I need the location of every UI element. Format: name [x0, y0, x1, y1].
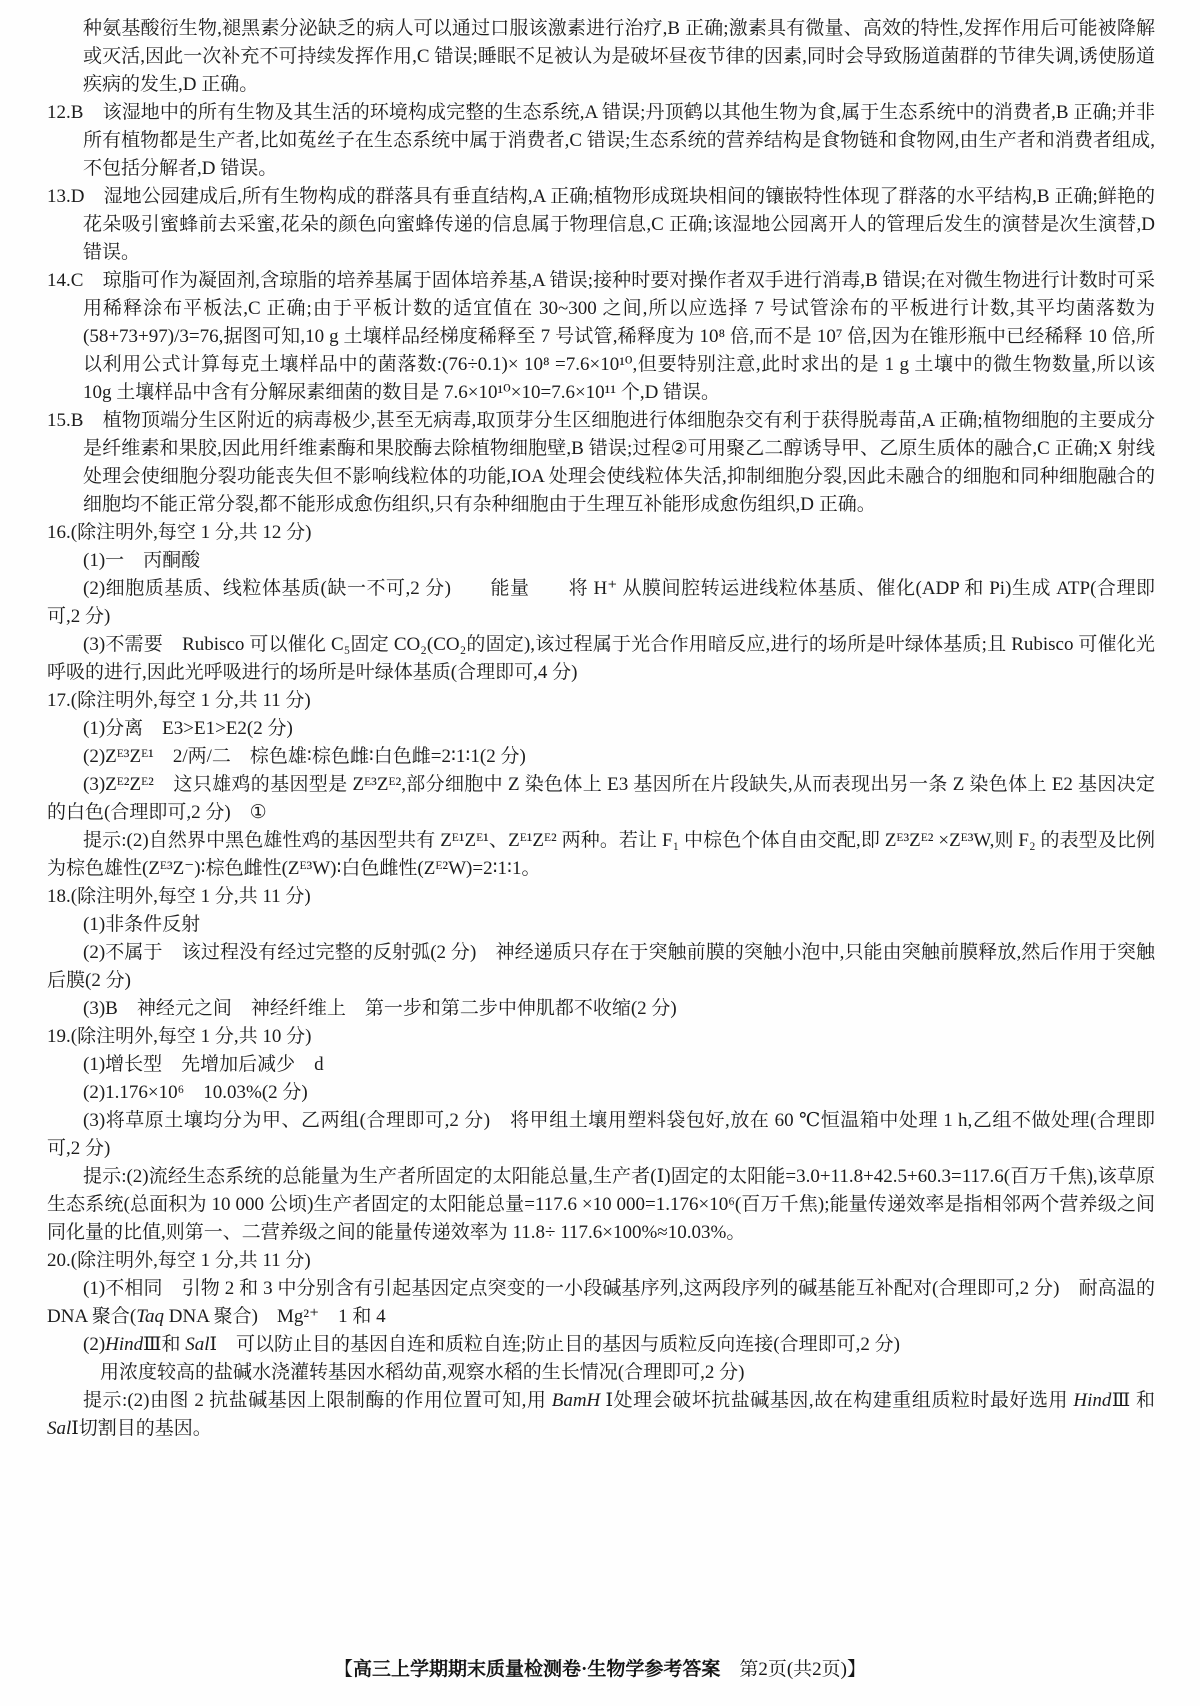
text-run: 琼脂可作为凝固剂,含琼脂的培养基属于固体培养基,A 错误;接种时要对操作者双手进行消毒,B 错误;在对微生物进行计数时可采用稀释涂布平板法,C 正确;由于平板计数的适宜值在 30~300 之间,所以应选择 7 号试管涂布的平板进行计数,其平均菌落数为(58+73+97)/3=76,据图可知,10 g 土壤样品经梯度稀释至 7 号试管,稀释度为 10⁸ 倍,而不是 10⁷ 倍,因为在锥形瓶中已经稀释 10 倍,所以利用公式计算每克土壤样品中的菌落数:(76÷0.1)× 10⁸ =7.6×10¹⁰,但要特别注意,此时求出的是 1 g 土壤中的微生物数量,所以该 10g 土壤样品中含有分解尿素细菌的数目是 7.6×10¹⁰×10=7.6×10¹¹ 个,D 错误。 — [83, 270, 1155, 403]
text-run: (2)细胞质基质、线粒体基质(缺一不可,2 分) 能量 将 H⁺ 从膜间腔转运进线粒体基质、催化(ADP 和 Pi)生成 ATP(合理即可,2 分) — [47, 578, 1155, 627]
text-run: 提示:(2)由图 2 抗盐碱基因上限制酶的作用位置可知,用 — [83, 1390, 552, 1411]
paragraph — [47, 1387, 1155, 1443]
paragraph — [47, 715, 1155, 743]
paragraph — [83, 15, 1155, 99]
text-run: (1)一 丙酮酸 — [83, 550, 201, 571]
paragraph — [47, 1163, 1155, 1247]
answer-number: 16. — [47, 522, 71, 543]
text-run: 植物顶端分生区附近的病毒极少,甚至无病毒,取顶芽分生区细胞进行体细胞杂交有利于获得脱毒苗,A 正确;植物细胞的主要成分是纤维素和果胶,因此用纤维素酶和果胶酶去除植物细胞壁,B 错误;过程②可用聚乙二醇诱导甲、乙原生质体的融合,C 正确;X 射线处理会使细胞分裂功能丧失但不影响线粒体的功能,IOA 处理会使线粒体失活,抑制细胞分裂,因此未融合的细胞和同种细胞融合的细胞均不能正常分裂,都不能形成愈伤组织,只有杂种细胞由于生理互补能形成愈伤组织,D 正确。 — [83, 410, 1155, 515]
paragraph — [47, 827, 1155, 883]
text-run: (2)不属于 该过程没有经过完整的反射弧(2 分) 神经递质只存在于突触前膜的突触小泡中,只能由突触前膜释放,然后作用于突触后膜(2 分) — [47, 942, 1155, 991]
answer-paragraph — [47, 183, 1155, 267]
text-run: Ⅲ 和 — [1111, 1390, 1156, 1411]
text-run: (除注明外,每空 1 分,共 11 分) — [70, 690, 311, 711]
answer-paragraph — [47, 267, 1155, 407]
text-run: 种氨基酸衍生物,褪黑素分泌缺乏的病人可以通过口服该激素进行治疗,B 正确;激素具有微量、高效的特性,发挥作用后可能被降解或灭活,因此一次补充不可持续发挥作用,C 错误;睡眠不足被认为是破坏昼夜节律的因素,同时会导致肠道菌群的节律失调,诱使肠道疾病的发生,D 正确。 — [83, 18, 1155, 95]
text-run: (3)将草原土壤均分为甲、乙两组(合理即可,2 分) 将甲组土壤用塑料袋包好,放在 60 ℃恒温箱中处理 1 h,乙组不做处理(合理即可,2 分) — [47, 1110, 1155, 1159]
answer-paragraph — [47, 1247, 1155, 1275]
italic-text-run: Hind — [1073, 1390, 1112, 1411]
text-run: 湿地公园建成后,所有生物构成的群落具有垂直结构,A 正确;植物形成斑块相间的镶嵌特性体现了群落的水平结构,B 正确;鲜艳的花朵吸引蜜蜂前去采蜜,花朵的颜色向蜜蜂传递的信息属于物理信息,C 正确;该湿地公园离开人的管理后发生的演替是次生演替,D 错误。 — [83, 186, 1155, 263]
paragraph — [47, 911, 1155, 939]
text-run: (2)Zᴱ³Zᴱ¹ 2/两/二 棕色雄∶棕色雌∶白色雌=2∶1∶1(2 分) — [83, 746, 526, 767]
paragraph — [47, 743, 1155, 771]
answer-number: 14.C — [47, 270, 84, 291]
answer-number: 17. — [47, 690, 71, 711]
answer-number: 13.D — [47, 186, 85, 207]
answer-number: 18. — [47, 886, 71, 907]
footer-text-run: 【 — [333, 1659, 353, 1680]
paragraph — [47, 631, 1155, 687]
text-run: (1)分离 E3>E1>E2(2 分) — [83, 718, 293, 739]
text-run: DNA 聚合) Mg²⁺ 1 和 4 — [164, 1306, 386, 1327]
text-run: (2) — [83, 1334, 106, 1355]
answer-number: 19. — [47, 1026, 71, 1047]
paragraph — [47, 1331, 1155, 1359]
text-run: Ⅰ切割目的基因。 — [71, 1418, 212, 1439]
answer-paragraph — [47, 687, 1155, 715]
text-run: (3)B 神经元之间 神经纤维上 第一步和第二步中伸肌都不收缩(2 分) — [83, 998, 677, 1019]
text-run: 用浓度较高的盐碱水浇灌转基因水稻幼苗,观察水稻的生长情况(合理即可,2 分) — [100, 1362, 745, 1383]
paragraph — [47, 939, 1155, 995]
paragraph — [47, 1051, 1155, 1079]
text-run: Ⅲ和 — [143, 1334, 186, 1355]
text-run: 提示:(2)自然界中黑色雄性鸡的基因型共有 Zᴱ¹Zᴱ¹、Zᴱ¹Zᴱ² 两种。若让 F₁ 中棕色个体自由交配,即 Zᴱ³Zᴱ² ×Zᴱ³W,则 F₂ 的表型及比例为棕色雄性(Zᴱ³Z⁻)∶棕色雌性(Zᴱ³W)∶白色雌性(Zᴱ²W)=2∶1∶1。 — [47, 830, 1155, 879]
italic-text-run: Taq — [136, 1306, 165, 1327]
answer-number: 15.B — [47, 410, 84, 431]
paragraph — [47, 1107, 1155, 1163]
text-run: (除注明外,每空 1 分,共 10 分) — [70, 1026, 312, 1047]
italic-text-run: Sal — [185, 1334, 210, 1355]
text-run: (3)Zᴱ²Zᴱ² 这只雄鸡的基因型是 Zᴱ³Zᴱ²,部分细胞中 Z 染色体上 E3 基因所在片段缺失,从而表现出另一条 Z 染色体上 E2 基因决定的白色(合理即可,2 分) ① — [47, 774, 1155, 823]
answer-paragraph — [47, 1023, 1155, 1051]
footer-text-run: 高三上学期期末质量检测卷·生物学参考答案 — [353, 1659, 721, 1680]
text-run: (1)不相同 引物 2 和 3 中分别含有引起基因定点突变的一小段碱基序列,这两段序列的碱基能互补配对(合理即可,2 分) 耐高温的 DNA 聚合( — [47, 1278, 1155, 1327]
page-footer — [0, 1656, 1200, 1684]
page-footer-text — [0, 1656, 1200, 1684]
text-run: (1)增长型 先增加后减少 d — [83, 1054, 324, 1075]
paragraph — [47, 547, 1155, 575]
paragraph — [47, 1275, 1155, 1331]
answer-paragraph — [47, 407, 1155, 519]
paragraph — [47, 1079, 1155, 1107]
answer-paragraph — [47, 519, 1155, 547]
paragraph — [100, 1359, 1155, 1387]
text-run: (除注明外,每空 1 分,共 12 分) — [70, 522, 312, 543]
text-run: (除注明外,每空 1 分,共 11 分) — [70, 886, 311, 907]
text-run: (1)非条件反射 — [83, 914, 201, 935]
answer-number: 12.B — [47, 102, 84, 123]
text-run: Ⅰ处理会破坏抗盐碱基因,故在构建重组质粒时最好选用 — [600, 1390, 1074, 1411]
italic-text-run: BamH — [551, 1390, 601, 1411]
text-run: 该湿地中的所有生物及其生活的环境构成完整的生态系统,A 错误;丹顶鹤以其他生物为食,属于生态系统中的消费者,B 正确;并非所有植物都是生产者,比如菟丝子在生态系统中属于消费者,C 错误;生态系统的营养结构是食物链和食物网,由生产者和消费者组成,不包括分解者,D 错误。 — [83, 102, 1155, 179]
paragraph — [47, 771, 1155, 827]
italic-text-run: Sal — [47, 1418, 72, 1439]
answer-number: 20. — [47, 1250, 71, 1271]
text-run: (2)1.176×10⁶ 10.03%(2 分) — [83, 1082, 308, 1103]
text-run: Ⅰ 可以防止目的基因自连和质粒自连;防止目的基因与质粒反向连接(合理即可,2 分) — [209, 1334, 900, 1355]
text-run: 提示:(2)流经生态系统的总能量为生产者所固定的太阳能总量,生产者(Ⅰ)固定的太阳能=3.0+11.8+42.5+60.3=117.6(百万千焦),该草原生态系统(总面积为 10 000 公顷)生产者固定的太阳能总量=117.6 ×10 000=1.176×10⁶(百万千焦);能量传递效率是指相邻两个营养级之间同化量的比值,则第一、二营养级之间的能量传递效率为 11.8÷ 117.6×100%≈10.03%。 — [47, 1166, 1155, 1243]
answer-paragraph — [47, 99, 1155, 183]
footer-text-run: 第2页(共2页)】 — [720, 1659, 866, 1680]
text-run: (除注明外,每空 1 分,共 11 分) — [70, 1250, 311, 1271]
italic-text-run: Hind — [105, 1334, 144, 1355]
paragraph — [47, 575, 1155, 631]
text-run: (3)不需要 Rubisco 可以催化 C₅固定 CO₂(CO₂的固定),该过程属于光合作用暗反应,进行的场所是叶绿体基质;且 Rubisco 可催化光呼吸的进行,因此光呼吸进行的场所是叶绿体基质(合理即可,4 分) — [47, 634, 1155, 683]
answer-paragraph — [47, 883, 1155, 911]
paragraph — [47, 995, 1155, 1023]
